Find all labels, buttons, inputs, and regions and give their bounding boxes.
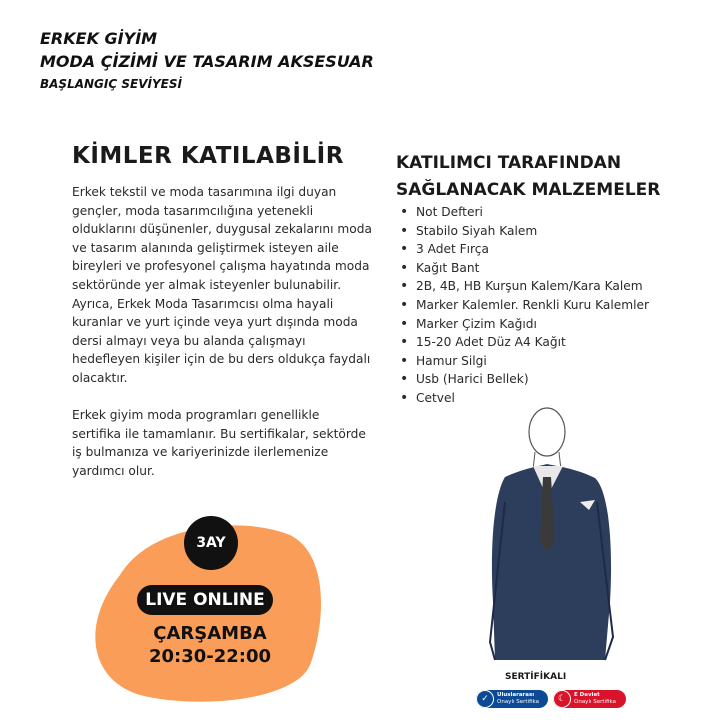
list-item: • Marker Çizim Kağıdı [400, 315, 649, 334]
edevlet-certificate-badge [553, 690, 626, 708]
list-item: • Marker Kalemler. Renkli Kuru Kalemler [400, 296, 649, 315]
class-time: 20:30-22:00 [148, 646, 272, 667]
list-item: • Cetvel [400, 389, 649, 408]
materials-heading-line: KATILIMCI TARAFINDAN [396, 153, 622, 173]
international-certificate-badge [476, 690, 548, 708]
course-level: BAŞLANGIÇ SEVİYESİ [40, 77, 182, 91]
duration-badge: 3AY [184, 516, 238, 570]
list-item: • 15-20 Adet Düz A4 Kağıt [400, 333, 649, 352]
badge-line: E Devlet [574, 692, 600, 698]
badge-line: Uluslararası [497, 692, 535, 698]
course-category: ERKEK GİYİM [40, 29, 158, 48]
materials-heading-line: SAĞLANACAK MALZEMELER [396, 180, 661, 200]
list-item: • Not Defteri [400, 203, 649, 222]
list-item: • 3 Adet Fırça [400, 240, 649, 259]
class-day: ÇARŞAMBA [153, 623, 267, 644]
suit-illustration [485, 402, 630, 664]
paragraph: Erkek giyim moda programları genellikle sertifika ile tamamlanır. Bu sertifikalar, sektörde iş bulmanıza ve kariyerinizde ilerlemenize yardımcı olur. [72, 408, 366, 478]
who-can-join-text [72, 183, 372, 481]
badge-line: Onaylı Sertifika [574, 699, 616, 705]
paragraph: Erkek tekstil ve moda tasarımına ilgi duyan gençler, moda tasarımcılığına yetenekli olduklarını düşünenler, duygusal zekalarını moda ve tasarım alanında geliştirmek isteyen aile bireyleri ve profesyonel çalışma hayatında moda sektöründe yer almak isteyenler bulunabilir. [72, 185, 372, 292]
who-can-join-heading: KİMLER KATILABİLİR [72, 143, 344, 169]
list-item: • Stabilo Siyah Kalem [400, 222, 649, 241]
list-item: • Kağıt Bant [400, 259, 649, 278]
edevlet-logo-icon: ☾ [553, 690, 571, 708]
materials-heading [396, 150, 696, 204]
badge-line: Onaylı Sertifika [497, 699, 539, 705]
course-title: MODA ÇİZİMİ VE TASARIM AKSESUAR [40, 52, 374, 71]
check-icon: ✓ [476, 690, 494, 708]
paragraph: Ayrıca, Erkek Moda Tasarımcısı olma hayali kuranlar ve yurt içinde veya yurt dışında moda dersi almayı veya bu alanda çalışmayı hedefleyen kişiler için de bu ders oldukça faydalı olacaktır. [72, 296, 371, 385]
list-item: • Usb (Harici Bellek) [400, 370, 649, 389]
live-online-badge: LIVE ONLINE [137, 585, 273, 615]
list-item: • Hamur Silgi [400, 352, 649, 371]
materials-list [400, 203, 649, 408]
certificate-label: SERTİFİKALI [505, 672, 567, 682]
list-item: • 2B, 4B, HB Kurşun Kalem/Kara Kalem [400, 277, 649, 296]
